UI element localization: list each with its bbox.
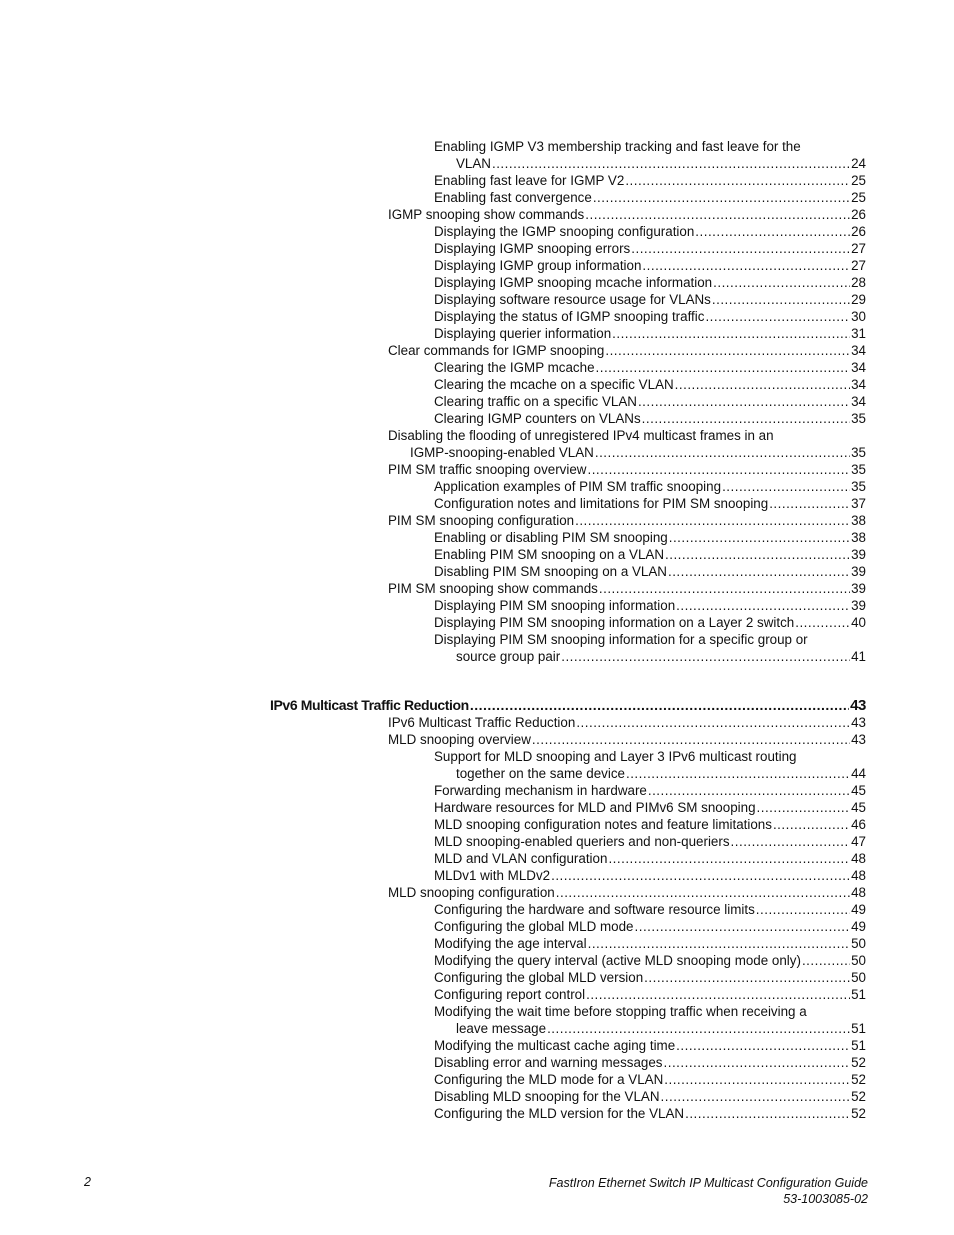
toc-entry[interactable] (434, 986, 866, 1003)
toc-entry-title: Enabling fast convergence (434, 190, 592, 205)
dot-leader (661, 1088, 851, 1105)
dot-leader (664, 1054, 851, 1071)
toc-entry[interactable] (434, 816, 866, 833)
dot-leader (712, 291, 850, 308)
dot-leader (695, 223, 850, 240)
toc-page-number: 35 (851, 411, 866, 426)
dot-leader (669, 529, 850, 546)
toc-page-number: 27 (851, 241, 866, 256)
toc-entry[interactable] (434, 563, 866, 580)
toc-entry[interactable] (434, 359, 866, 376)
toc-entry[interactable] (434, 850, 866, 867)
toc-entry-title: Configuring the hardware and software resource limits (434, 902, 755, 917)
dot-leader (596, 359, 851, 376)
toc-page-number: 45 (851, 783, 866, 798)
dot-leader (576, 714, 850, 731)
toc-entry-title: Configuring the MLD mode for a VLAN (434, 1072, 664, 1087)
toc-entry-title: Configuration notes and limitations for PIM SM snooping (434, 496, 769, 511)
dot-leader (665, 546, 850, 563)
toc-page-number: 51 (851, 1038, 866, 1053)
toc-entry-title: Displaying IGMP snooping mcache information (434, 275, 713, 290)
toc-page-number: 47 (851, 834, 866, 849)
toc-page-number: 44 (851, 766, 866, 781)
toc-entry-title: Disabling PIM SM snooping on a VLAN (434, 564, 667, 579)
toc-entry-title: Disabling error and warning messages (434, 1055, 663, 1070)
toc-entry[interactable] (434, 240, 866, 257)
toc-entry-title: leave message (456, 1021, 547, 1036)
toc-page-number: 52 (851, 1072, 866, 1087)
toc-entry-title: IPv6 Multicast Traffic Reduction (270, 697, 469, 713)
toc-page-number: 46 (851, 817, 866, 832)
toc-entry-title: MLD snooping configuration (388, 885, 555, 900)
dot-leader (756, 901, 850, 918)
toc-entry-title: Displaying IGMP snooping errors (434, 241, 631, 256)
toc-entry[interactable] (434, 597, 866, 614)
toc-entry[interactable] (388, 206, 866, 223)
toc-entry-title: Disabling MLD snooping for the VLAN (434, 1089, 660, 1104)
toc-entry-title: Displaying querier information (434, 326, 612, 341)
dot-leader (605, 342, 850, 359)
toc-entry-title: Clearing the IGMP mcache (434, 360, 595, 375)
toc-entry-title: IGMP-snooping-enabled VLAN (410, 445, 594, 460)
toc-page-number: 52 (851, 1089, 866, 1104)
toc-page-number: 41 (851, 649, 866, 664)
footer-doc-number: 53-1003085-02 (783, 1192, 868, 1206)
dot-leader (561, 648, 850, 665)
dot-leader (470, 697, 849, 714)
dot-leader (705, 308, 850, 325)
toc-entry-title: Clearing the mcache on a specific VLAN (434, 377, 674, 392)
dot-leader (635, 918, 851, 935)
dot-leader (713, 274, 850, 291)
footer-page-number: 2 (84, 1175, 91, 1189)
dot-leader (664, 1071, 850, 1088)
dot-leader (532, 731, 850, 748)
toc-entry[interactable] (434, 952, 866, 969)
toc-page-number: 29 (851, 292, 866, 307)
toc-entry-title: Clear commands for IGMP snooping (388, 343, 605, 358)
toc-entry[interactable] (434, 529, 866, 546)
toc-entry-title: MLDv1 with MLDv2 (434, 868, 551, 883)
toc-entry-title: PIM SM snooping show commands (388, 581, 598, 596)
toc-entry-title: Modifying the wait time before stopping traffic when receiving a (434, 1004, 807, 1019)
toc-page-number: 48 (851, 868, 866, 883)
toc-entry-title: Enabling IGMP V3 membership tracking and fast leave for the (434, 139, 801, 154)
toc-entry[interactable] (456, 1020, 866, 1037)
toc-entry-title: Modifying the multicast cache aging time (434, 1038, 676, 1053)
toc-entry-title: Displaying PIM SM snooping information for a specific group or (434, 632, 808, 647)
toc-page-number: 49 (851, 919, 866, 934)
dot-leader (595, 444, 850, 461)
toc-page-number: 51 (851, 987, 866, 1002)
dot-leader (642, 410, 850, 427)
toc-entry[interactable] (410, 444, 866, 461)
toc-entry[interactable] (434, 189, 866, 206)
toc-page-number: 25 (851, 190, 866, 205)
toc-entry-title: source group pair (456, 649, 561, 664)
toc-entry[interactable] (434, 1105, 866, 1122)
toc-entry-title: Configuring the MLD version for the VLAN (434, 1106, 685, 1121)
dot-leader (593, 189, 850, 206)
toc-page-number: 52 (851, 1106, 866, 1121)
toc-page-number: 39 (851, 564, 866, 579)
dot-leader (612, 325, 850, 342)
toc-page-number: 26 (851, 207, 866, 222)
toc-entry-title: Enabling fast leave for IGMP V2 (434, 173, 625, 188)
toc-page-number: 34 (851, 343, 866, 358)
toc-entry[interactable] (434, 223, 866, 240)
toc-entry[interactable] (388, 342, 866, 359)
toc-entry-title: IGMP snooping show commands (388, 207, 585, 222)
toc-entry[interactable] (434, 257, 866, 274)
toc-page-number: 25 (851, 173, 866, 188)
toc-page-number: 50 (851, 970, 866, 985)
dot-leader (625, 172, 850, 189)
toc-entry-title: Configuring report control (434, 987, 586, 1002)
toc-entry[interactable] (434, 748, 797, 765)
dot-leader (648, 782, 850, 799)
toc-page-number: 50 (851, 936, 866, 951)
toc-entry-title: PIM SM traffic snooping overview (388, 462, 587, 477)
toc-entry[interactable] (434, 478, 866, 495)
toc-page-number: 37 (851, 496, 866, 511)
toc-entry[interactable] (388, 714, 866, 731)
toc-entry-title: Enabling or disabling PIM SM snooping (434, 530, 668, 545)
toc-entry-title: IPv6 Multicast Traffic Reduction (388, 715, 576, 730)
toc-entry-title: Modifying the query interval (active MLD snooping mode only) (434, 953, 801, 968)
toc-entry[interactable] (434, 901, 866, 918)
toc-entry-title: Displaying software resource usage for VLANs (434, 292, 711, 307)
toc-page-number: 28 (851, 275, 866, 290)
dot-leader (588, 935, 851, 952)
toc-page-number: 40 (851, 615, 866, 630)
toc-entry-title: Disabling the flooding of unregistered IPv4 multicast frames in an (388, 428, 774, 443)
toc-entry[interactable] (434, 833, 866, 850)
dot-leader (722, 478, 850, 495)
dot-leader (599, 580, 850, 597)
dot-leader (757, 799, 851, 816)
toc-page-number: 48 (851, 885, 866, 900)
toc-entry-title: MLD snooping configuration notes and feature limitations (434, 817, 772, 832)
toc-page-number: 51 (851, 1021, 866, 1036)
toc-entry-title: MLD snooping-enabled queriers and non-queriers (434, 834, 730, 849)
toc-entry[interactable] (434, 799, 866, 816)
toc-entry-title: Configuring the global MLD mode (434, 919, 634, 934)
toc-page-number: 34 (851, 377, 866, 392)
toc-entry-title: Displaying PIM SM snooping information on a Layer 2 switch (434, 615, 795, 630)
toc-page-number: 35 (851, 462, 866, 477)
toc-entry[interactable] (456, 155, 866, 172)
dot-leader (802, 952, 850, 969)
toc-page-number: 24 (851, 156, 866, 171)
dot-leader (644, 969, 850, 986)
toc-page-number: 38 (851, 513, 866, 528)
dot-leader (585, 206, 850, 223)
toc-entry-title: Application examples of PIM SM traffic snooping (434, 479, 722, 494)
toc-entry[interactable] (434, 867, 866, 884)
toc-entry-title: PIM SM snooping configuration (388, 513, 575, 528)
toc-page-number: 34 (851, 360, 866, 375)
dot-leader (668, 563, 850, 580)
toc-page-number: 52 (851, 1055, 866, 1070)
toc-page-number: 30 (851, 309, 866, 324)
toc-entry-title: Displaying IGMP group information (434, 258, 642, 273)
toc-entry[interactable] (434, 546, 866, 563)
toc-entry[interactable] (434, 1037, 866, 1054)
dot-leader (676, 597, 850, 614)
dot-leader (795, 614, 850, 631)
toc-page-number: 45 (851, 800, 866, 815)
toc-chapter-heading[interactable] (270, 697, 866, 714)
toc-page-number: 39 (851, 581, 866, 596)
toc-entry-title: MLD snooping overview (388, 732, 531, 747)
toc-page-number: 35 (851, 479, 866, 494)
dot-leader (675, 376, 850, 393)
toc-entry-title: together on the same device (456, 766, 625, 781)
toc-entry[interactable] (434, 631, 808, 648)
toc-entry[interactable] (388, 512, 866, 529)
toc-page-number: 49 (851, 902, 866, 917)
toc-entry-title: Displaying the IGMP snooping configuration (434, 224, 695, 239)
dot-leader (492, 155, 850, 172)
dot-leader (631, 240, 850, 257)
dot-leader (638, 393, 850, 410)
toc-entry-title: Hardware resources for MLD and PIMv6 SM snooping (434, 800, 756, 815)
toc-entry[interactable] (456, 765, 866, 782)
toc-entry-title: Displaying PIM SM snooping information (434, 598, 676, 613)
dot-leader (685, 1105, 850, 1122)
toc-entry[interactable] (434, 1071, 866, 1088)
toc-entry-title: Forwarding mechanism in hardware (434, 783, 647, 798)
toc-entry[interactable] (434, 376, 866, 393)
dot-leader (551, 867, 850, 884)
toc-entry-title: Support for MLD snooping and Layer 3 IPv6 multicast routing (434, 749, 797, 764)
toc-entry-title: Configuring the global MLD version (434, 970, 644, 985)
toc-entry[interactable] (434, 410, 866, 427)
dot-leader (586, 986, 850, 1003)
toc-entry[interactable] (434, 274, 866, 291)
toc-page-number: 50 (851, 953, 866, 968)
toc-entry-title: VLAN (456, 156, 491, 171)
toc-entry-title: Modifying the age interval (434, 936, 587, 951)
dot-leader (547, 1020, 850, 1037)
dot-leader (575, 512, 850, 529)
toc-entry[interactable] (434, 393, 866, 410)
toc-entry[interactable] (434, 495, 866, 512)
toc-page-number: 34 (851, 394, 866, 409)
toc-page-number: 38 (851, 530, 866, 545)
toc-page-number: 26 (851, 224, 866, 239)
dot-leader (773, 816, 850, 833)
toc-entry[interactable] (434, 614, 866, 631)
footer-document-info (549, 1175, 868, 1207)
toc-entry[interactable] (434, 1003, 807, 1020)
toc-entry-title: Enabling PIM SM snooping on a VLAN (434, 547, 665, 562)
toc-entry[interactable] (388, 731, 866, 748)
toc-entry[interactable] (388, 427, 774, 444)
toc-entry[interactable] (434, 935, 866, 952)
toc-entry[interactable] (388, 461, 866, 478)
toc-entry[interactable] (434, 308, 866, 325)
toc-entry[interactable] (434, 172, 866, 189)
toc-entry[interactable] (434, 782, 866, 799)
toc-page-number: 43 (851, 715, 866, 730)
toc-entry[interactable] (388, 580, 866, 597)
toc-entry-title: Clearing IGMP counters on VLANs (434, 411, 641, 426)
toc-page-number: 43 (850, 697, 866, 714)
toc-entry-title: Displaying the status of IGMP snooping traffic (434, 309, 705, 324)
toc-page-number: 39 (851, 547, 866, 562)
dot-leader (642, 257, 850, 274)
toc-page-number: 39 (851, 598, 866, 613)
toc-entry[interactable] (434, 1088, 866, 1105)
toc-entry[interactable] (434, 291, 866, 308)
toc-page-number: 31 (851, 326, 866, 341)
toc-page-number: 43 (851, 732, 866, 747)
toc-entry-title: Clearing traffic on a specific VLAN (434, 394, 637, 409)
toc-entry[interactable] (434, 138, 801, 155)
dot-leader (769, 495, 850, 512)
dot-leader (587, 461, 850, 478)
dot-leader (731, 833, 851, 850)
dot-leader (556, 884, 850, 901)
toc-entry[interactable] (388, 884, 866, 901)
toc-page-number: 35 (851, 445, 866, 460)
toc-page-number: 48 (851, 851, 866, 866)
toc-entry-title: MLD and VLAN configuration (434, 851, 608, 866)
dot-leader (626, 765, 850, 782)
toc-entry[interactable] (434, 325, 866, 342)
toc-entry[interactable] (434, 918, 866, 935)
toc-entry[interactable] (434, 969, 866, 986)
dot-leader (608, 850, 850, 867)
footer-guide-title: FastIron Ethernet Switch IP Multicast Configuration Guide (548, 1176, 868, 1190)
toc-entry[interactable] (456, 648, 866, 665)
dot-leader (676, 1037, 850, 1054)
toc-entry[interactable] (434, 1054, 866, 1071)
toc-page-number: 27 (851, 258, 866, 273)
